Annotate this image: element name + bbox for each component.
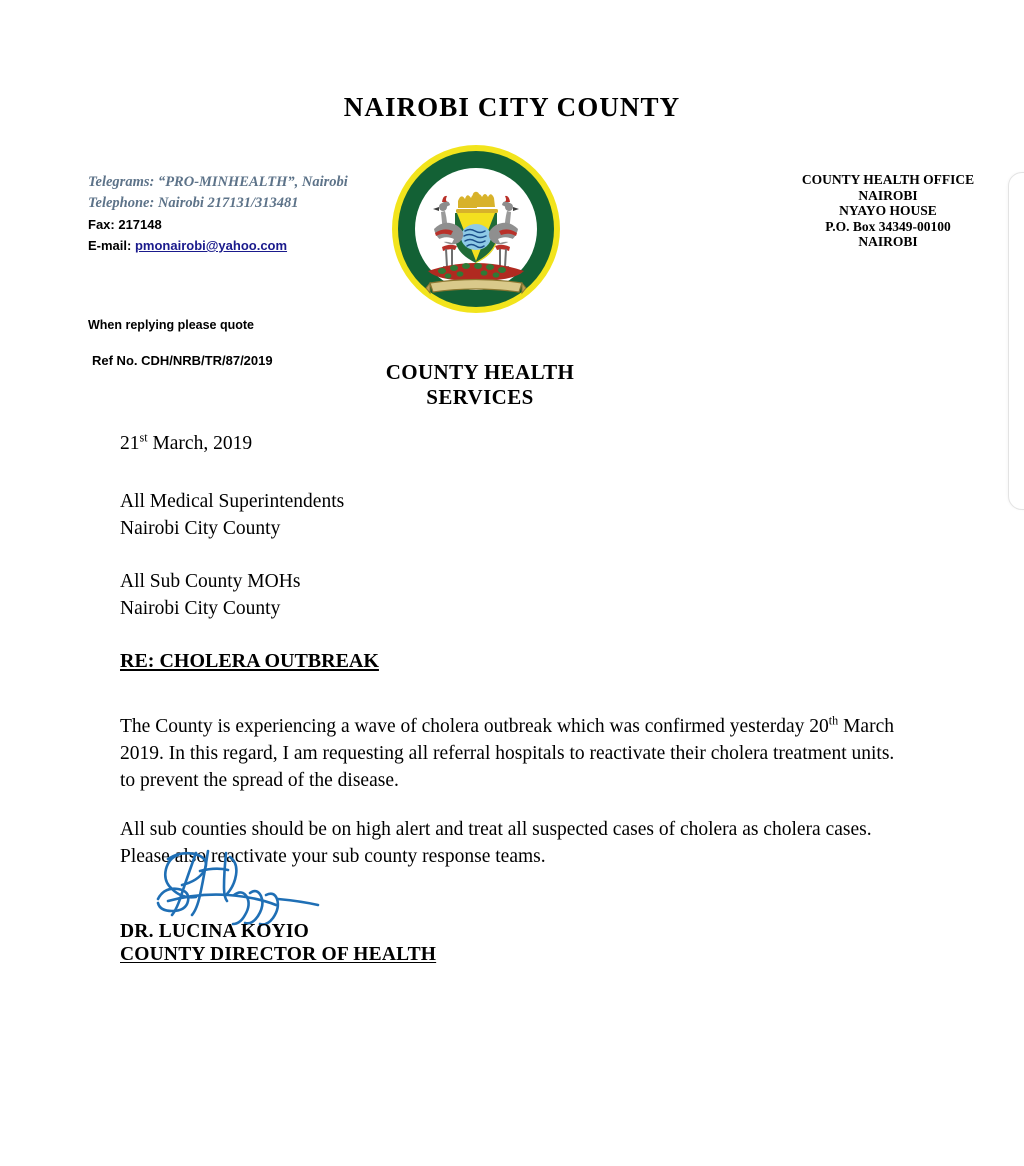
addressee-group-1 bbox=[120, 488, 910, 542]
address-line-5: NAIROBI bbox=[858, 234, 918, 250]
paragraph-1 bbox=[120, 713, 910, 794]
county-coat-of-arms-icon bbox=[390, 143, 562, 315]
addressee-2-line-1: All Sub County MOHs bbox=[120, 571, 301, 592]
telegrams-line: Telegrams: “PRO-MINHEALTH”, Nairobi bbox=[88, 174, 348, 190]
telephone-line: Telephone: Nairobi 217131/313481 bbox=[88, 194, 299, 211]
address-line-2: NAIROBI bbox=[858, 187, 918, 203]
fax-line: Fax: 217148 bbox=[88, 217, 162, 232]
email-link[interactable]: pmonairobi@yahoo.com bbox=[134, 238, 288, 253]
addressee-group-2 bbox=[120, 568, 910, 622]
address-line-3: NYAYO HOUSE bbox=[839, 203, 937, 219]
signatory-role: COUNTY DIRECTOR OF HEALTH bbox=[120, 944, 437, 965]
date-rest: March, 2019 bbox=[147, 433, 253, 454]
address-line-4: P.O. Box 34349-00100 bbox=[825, 218, 951, 234]
office-address-block bbox=[760, 172, 1016, 250]
paragraph-2: All sub counties should be on high alert and treat all suspected cases of cholera as cholera cases. Please also reactivate your sub county response teams. bbox=[120, 819, 872, 867]
reply-note: When replying please quote bbox=[88, 318, 254, 332]
page-title: NAIROBI CITY COUNTY bbox=[343, 92, 681, 122]
department-title: COUNTY HEALTH SERVICES bbox=[385, 360, 575, 409]
paragraph-1-before: The County is experiencing a wave of cholera outbreak which was confirmed yesterday 20 bbox=[120, 716, 829, 737]
reference-number: Ref No. CDH/NRB/TR/87/2019 bbox=[92, 353, 273, 368]
addressee-2-line-2: Nairobi City County bbox=[120, 598, 281, 619]
paragraph-1-ordinal: th bbox=[828, 713, 839, 728]
subject-row bbox=[120, 648, 910, 693]
paragraph-1-after: March 2019. In this regard, I am requesting all referral hospitals to reactivate their cholera treatment units. to prevent the spread of the disease. bbox=[120, 716, 895, 791]
letter-body bbox=[120, 430, 910, 892]
email-line bbox=[88, 236, 388, 256]
address-line-1: COUNTY HEALTH OFFICE bbox=[801, 172, 975, 187]
signatory-name: DR. LUCINA KOYIO bbox=[120, 921, 310, 942]
date-day: 21 bbox=[120, 433, 140, 454]
addressee-1-line-2: Nairobi City County bbox=[120, 518, 281, 539]
signature-block bbox=[120, 845, 540, 975]
email-label: E-mail: bbox=[88, 238, 132, 253]
addressee-1-line-1: All Medical Superintendents bbox=[120, 491, 345, 512]
contact-block bbox=[88, 172, 388, 256]
letter-date bbox=[120, 430, 910, 457]
subject-line: RE: CHOLERA OUTBREAK bbox=[120, 650, 379, 672]
date-ordinal: st bbox=[139, 430, 148, 445]
